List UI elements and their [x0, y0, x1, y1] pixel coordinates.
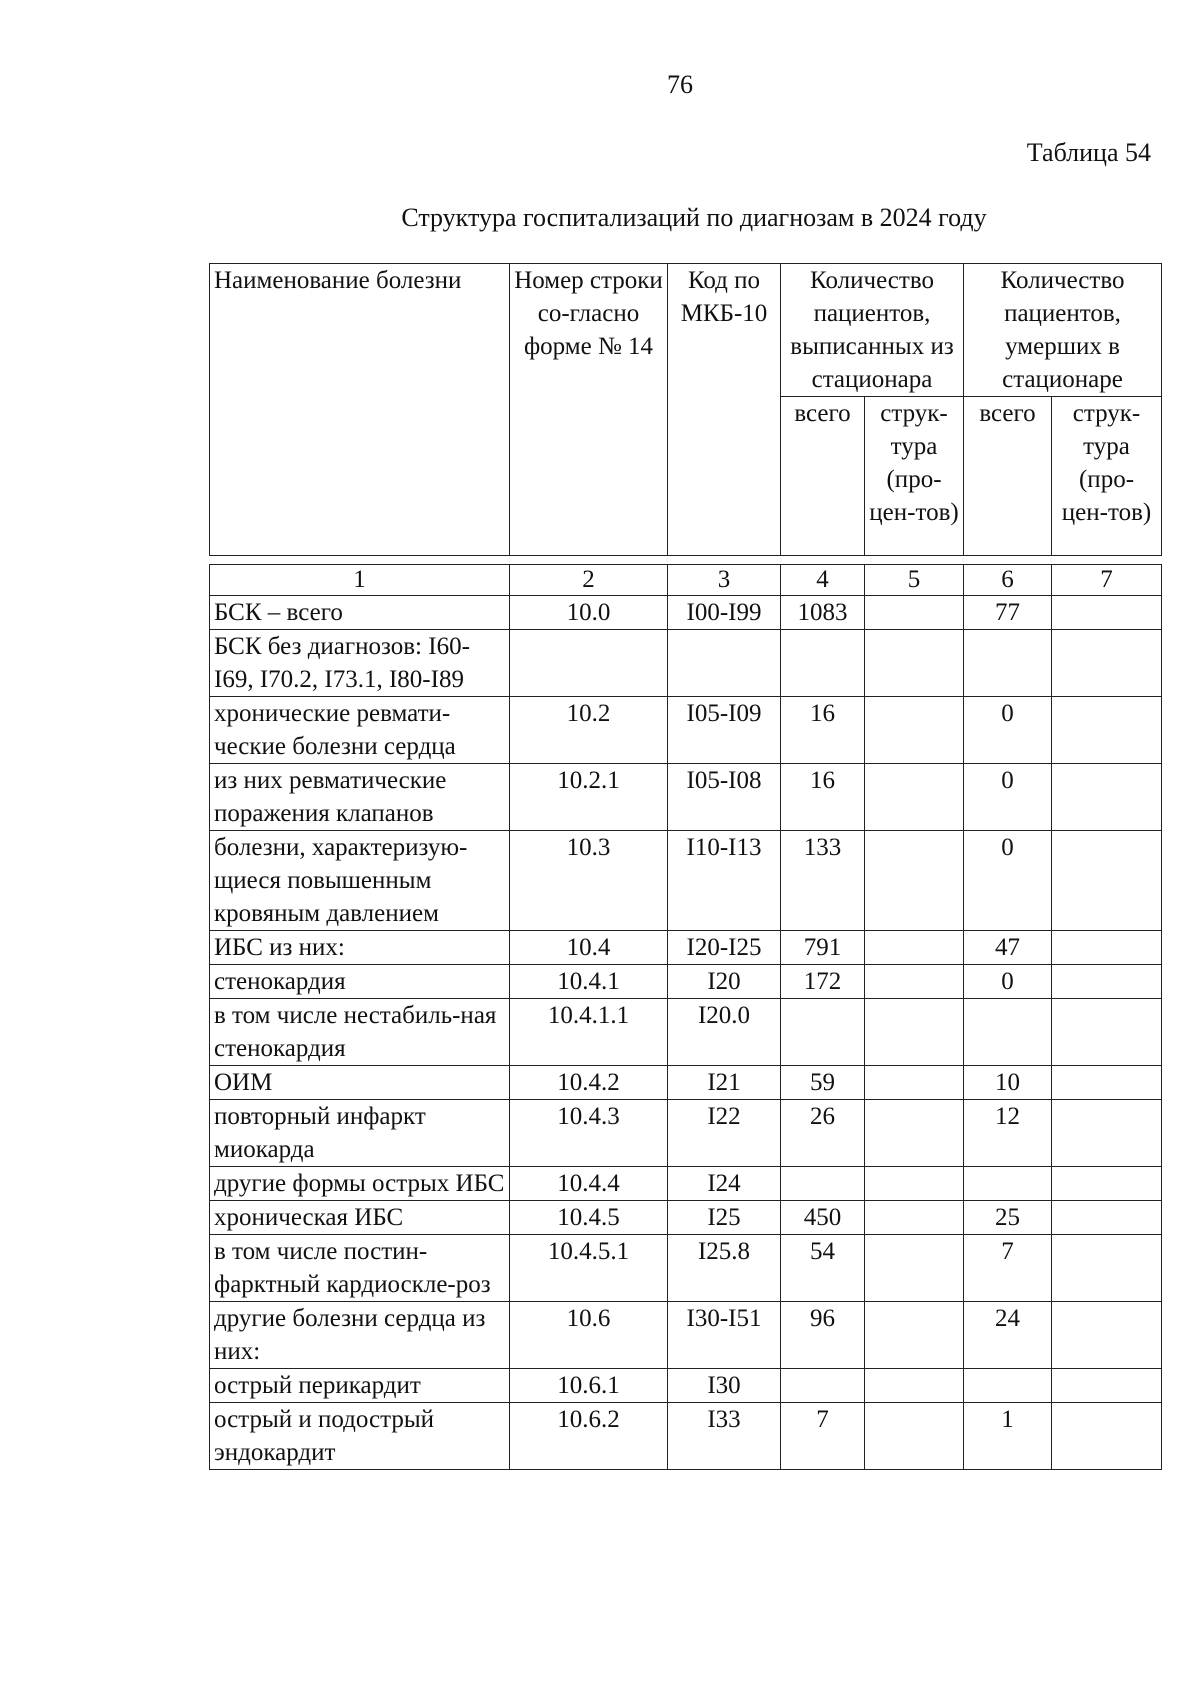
cell-icd-code: I10-I13 [668, 831, 781, 931]
column-number: 3 [668, 565, 781, 596]
cell-disease-name: хроническая ИБС [210, 1201, 510, 1235]
cell-died-total: 10 [964, 1066, 1052, 1100]
cell-row-number: 10.4.1 [510, 965, 668, 999]
cell-icd-code: I22 [668, 1100, 781, 1167]
cell-died-total: 0 [964, 697, 1052, 764]
cell-died-total: 0 [964, 764, 1052, 831]
table-row [210, 1369, 1162, 1403]
table-row [210, 1403, 1162, 1470]
cell-discharged-total [781, 1167, 865, 1201]
cell-disease-name: другие болезни сердца из них: [210, 1302, 510, 1369]
cell-row-number: 10.3 [510, 831, 668, 931]
cell-died-structure [1052, 1403, 1162, 1470]
cell-died-total: 0 [964, 965, 1052, 999]
cell-discharged-structure [865, 1235, 964, 1302]
cell-discharged-structure [865, 965, 964, 999]
cell-row-number: 10.6.2 [510, 1403, 668, 1470]
cell-icd-code: I30-I51 [668, 1302, 781, 1369]
cell-died-structure [1052, 931, 1162, 965]
cell-discharged-total: 26 [781, 1100, 865, 1167]
cell-discharged-structure [865, 596, 964, 630]
header-died-total: всего [964, 397, 1052, 556]
cell-discharged-total: 450 [781, 1201, 865, 1235]
column-number-row [210, 565, 1162, 596]
cell-died-structure [1052, 1100, 1162, 1167]
cell-discharged-structure [865, 1403, 964, 1470]
column-number: 5 [865, 565, 964, 596]
cell-died-structure [1052, 831, 1162, 931]
table-title: Структура госпитализаций по диагнозам в 2024 году [401, 203, 987, 232]
cell-row-number: 10.4.1.1 [510, 999, 668, 1066]
cell-died-structure [1052, 1201, 1162, 1235]
table-row [210, 697, 1162, 764]
table-row [210, 999, 1162, 1066]
table-row [210, 1167, 1162, 1201]
cell-discharged-total: 16 [781, 697, 865, 764]
cell-icd-code: I25 [668, 1201, 781, 1235]
cell-disease-name: болезни, характеризую-щиеся повышенным кровяным давлением [210, 831, 510, 931]
table-header [209, 263, 1162, 556]
cell-row-number: 10.4.3 [510, 1100, 668, 1167]
cell-icd-code: I20 [668, 965, 781, 999]
cell-row-number: 10.4.4 [510, 1167, 668, 1201]
cell-disease-name: ИБС из них: [210, 931, 510, 965]
cell-row-number: 10.6 [510, 1302, 668, 1369]
cell-discharged-structure [865, 831, 964, 931]
table-row [210, 1066, 1162, 1100]
cell-died-structure [1052, 1066, 1162, 1100]
cell-discharged-structure [865, 697, 964, 764]
cell-disease-name: острый перикардит [210, 1369, 510, 1403]
cell-discharged-total: 96 [781, 1302, 865, 1369]
table-row [210, 596, 1162, 630]
cell-disease-name: БСК без диагнозов: I60-I69, I70.2, I73.1, I80-I89 [210, 630, 510, 697]
cell-discharged-total: 16 [781, 764, 865, 831]
cell-row-number: 10.2.1 [510, 764, 668, 831]
cell-died-total: 0 [964, 831, 1052, 931]
cell-row-number: 10.4 [510, 931, 668, 965]
cell-discharged-structure [865, 1100, 964, 1167]
cell-died-structure [1052, 764, 1162, 831]
cell-icd-code [668, 630, 781, 697]
header-row-number: Номер строки со-гласно форме № 14 [510, 264, 668, 556]
cell-row-number: 10.4.5 [510, 1201, 668, 1235]
cell-died-structure [1052, 1302, 1162, 1369]
cell-died-structure [1052, 1369, 1162, 1403]
cell-disease-name: другие формы острых ИБС [210, 1167, 510, 1201]
cell-icd-code: I21 [668, 1066, 781, 1100]
column-number: 2 [510, 565, 668, 596]
cell-died-structure [1052, 999, 1162, 1066]
cell-discharged-structure [865, 1369, 964, 1403]
header-disease-name: Наименование болезни [210, 264, 510, 556]
cell-died-structure [1052, 630, 1162, 697]
cell-disease-name: в том числе нестабиль-ная стенокардия [210, 999, 510, 1066]
cell-discharged-structure [865, 764, 964, 831]
table-label: Таблица 54 [1026, 138, 1151, 167]
column-number: 4 [781, 565, 865, 596]
cell-disease-name: ОИМ [210, 1066, 510, 1100]
header-discharged-total: всего [781, 397, 865, 556]
cell-discharged-structure [865, 931, 964, 965]
header-died-structure: струк-тура (про-цен-тов) [1052, 397, 1162, 556]
cell-discharged-structure [865, 1302, 964, 1369]
table-row [210, 1100, 1162, 1167]
cell-icd-code: I05-I09 [668, 697, 781, 764]
cell-discharged-total [781, 1369, 865, 1403]
cell-died-total [964, 630, 1052, 697]
cell-discharged-total: 7 [781, 1403, 865, 1470]
cell-icd-code: I20-I25 [668, 931, 781, 965]
cell-disease-name: острый и подострый эндокардит [210, 1403, 510, 1470]
cell-died-structure [1052, 596, 1162, 630]
cell-discharged-total [781, 630, 865, 697]
cell-died-total: 1 [964, 1403, 1052, 1470]
page-number: 76 [667, 70, 693, 99]
cell-died-structure [1052, 965, 1162, 999]
cell-discharged-total: 133 [781, 831, 865, 931]
cell-icd-code: I24 [668, 1167, 781, 1201]
header-died: Количество пациентов, умерших в стационаре [964, 264, 1162, 397]
cell-icd-code: I00-I99 [668, 596, 781, 630]
cell-died-total [964, 1167, 1052, 1201]
cell-discharged-total: 1083 [781, 596, 865, 630]
cell-icd-code: I05-I08 [668, 764, 781, 831]
cell-died-structure [1052, 1167, 1162, 1201]
cell-died-structure [1052, 1235, 1162, 1302]
header-discharged: Количество пациентов, выписанных из стационара [781, 264, 964, 397]
column-number: 6 [964, 565, 1052, 596]
table-row [210, 764, 1162, 831]
cell-row-number: 10.0 [510, 596, 668, 630]
table-row [210, 931, 1162, 965]
cell-discharged-total: 172 [781, 965, 865, 999]
table-row [210, 965, 1162, 999]
cell-died-total [964, 1369, 1052, 1403]
table-row [210, 1201, 1162, 1235]
cell-icd-code: I30 [668, 1369, 781, 1403]
cell-discharged-structure [865, 1066, 964, 1100]
cell-disease-name: хронические ревмати-ческие болезни сердца [210, 697, 510, 764]
cell-row-number [510, 630, 668, 697]
cell-discharged-total: 791 [781, 931, 865, 965]
cell-row-number: 10.2 [510, 697, 668, 764]
cell-died-total: 12 [964, 1100, 1052, 1167]
cell-icd-code: I33 [668, 1403, 781, 1470]
cell-died-total: 7 [964, 1235, 1052, 1302]
cell-disease-name: БСК – всего [210, 596, 510, 630]
column-number: 1 [210, 565, 510, 596]
cell-row-number: 10.4.2 [510, 1066, 668, 1100]
column-number: 7 [1052, 565, 1162, 596]
cell-died-total [964, 999, 1052, 1066]
cell-discharged-total: 54 [781, 1235, 865, 1302]
cell-died-total: 47 [964, 931, 1052, 965]
cell-discharged-structure [865, 630, 964, 697]
header-discharged-structure: струк-тура (про-цен-тов) [865, 397, 964, 556]
cell-discharged-total [781, 999, 865, 1066]
cell-icd-code: I25.8 [668, 1235, 781, 1302]
cell-died-total: 25 [964, 1201, 1052, 1235]
cell-icd-code: I20.0 [668, 999, 781, 1066]
cell-disease-name: повторный инфаркт миокарда [210, 1100, 510, 1167]
header-icd-code: Код по МКБ-10 [668, 264, 781, 556]
cell-discharged-structure [865, 1201, 964, 1235]
cell-row-number: 10.4.5.1 [510, 1235, 668, 1302]
cell-died-total: 77 [964, 596, 1052, 630]
table-row [210, 1235, 1162, 1302]
cell-discharged-total: 59 [781, 1066, 865, 1100]
cell-row-number: 10.6.1 [510, 1369, 668, 1403]
table-body [209, 564, 1162, 1470]
cell-disease-name: стенокардия [210, 965, 510, 999]
cell-died-total: 24 [964, 1302, 1052, 1369]
cell-discharged-structure [865, 999, 964, 1066]
cell-discharged-structure [865, 1167, 964, 1201]
table-row [210, 1302, 1162, 1369]
cell-disease-name: из них ревматические поражения клапанов [210, 764, 510, 831]
table-row [210, 831, 1162, 931]
cell-died-structure [1052, 697, 1162, 764]
table-row [210, 630, 1162, 697]
cell-disease-name: в том числе постин-фарктный кардиоскле-роз [210, 1235, 510, 1302]
